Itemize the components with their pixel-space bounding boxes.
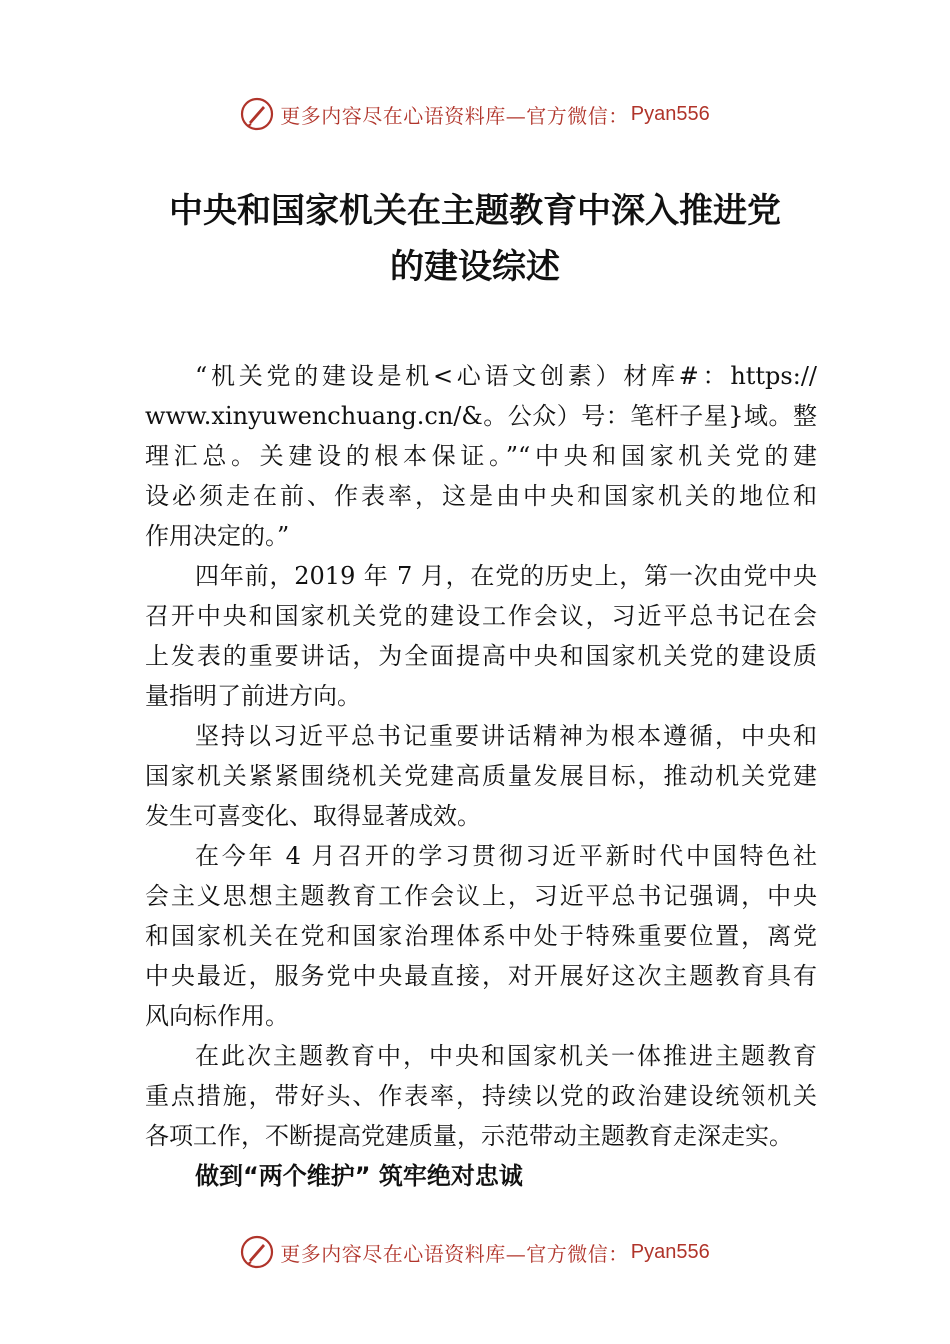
paragraph-line: 重点措施，带好头、作表率，持续以党的政治建设统领机关 xyxy=(145,1082,817,1110)
title-line: 中央和国家机关在主题教育中深入推进党 xyxy=(169,191,781,231)
feather-pen-icon xyxy=(240,97,274,131)
paragraph-line: 会主义思想主题教育工作会议上，习近平总书记强调，中央 xyxy=(145,882,817,910)
title-line: 的建设综述 xyxy=(390,247,560,287)
paragraph-line: 设必须走在前、作表率，这是由中央和国家机关的地位和 xyxy=(145,482,817,510)
paragraph-line: 量指明了前进方向。 xyxy=(145,682,361,710)
paragraph-line: 在今年 4 月召开的学习贯彻习近平新时代中国特色社 xyxy=(195,842,817,870)
section-heading: 做到“两个维护” 筑牢绝对忠诚 xyxy=(195,1162,523,1190)
header-banner xyxy=(0,94,950,134)
footer-banner xyxy=(0,1232,950,1272)
wechat-id: Pyan556 xyxy=(630,102,710,125)
paragraph-line: 上发表的重要讲话，为全面提高中央和国家机关党的建设质 xyxy=(145,642,817,670)
paragraph-line: 发生可喜变化、取得显著成效。 xyxy=(145,802,481,830)
paragraph-line: 召开中央和国家机关党的建设工作会议，习近平总书记在会 xyxy=(145,602,817,630)
banner-text: 更多内容尽在心语资料库—官方微信： xyxy=(280,103,629,128)
paragraph-line: 理汇总。关建设的根本保证。”“中央和国家机关党的建 xyxy=(145,442,817,470)
document-body xyxy=(145,356,817,1196)
paragraph-line: 各项工作，不断提高党建质量，示范带动主题教育走深走实。 xyxy=(145,1122,793,1150)
paragraph-line: 中央最近，服务党中央最直接，对开展好这次主题教育具有 xyxy=(145,962,817,990)
paragraph-line: “机关党的建设是机<心语文创素）材库#：https:// xyxy=(195,362,817,390)
banner-text: 更多内容尽在心语资料库—官方微信： xyxy=(280,1241,629,1266)
paragraph-line: 风向标作用。 xyxy=(145,1002,289,1030)
paragraph-line: 坚持以习近平总书记重要讲话精神为根本遵循，中央和 xyxy=(195,722,817,750)
feather-pen-icon xyxy=(240,1235,274,1269)
paragraph-line: 四年前，2019 年 7 月，在党的历史上，第一次由党中央 xyxy=(195,562,817,590)
wechat-id: Pyan556 xyxy=(630,1240,710,1263)
paragraph-line: 作用决定的。” xyxy=(145,522,290,550)
paragraph-line: 和国家机关在党和国家治理体系中处于特殊重要位置，离党 xyxy=(145,922,817,950)
document-title xyxy=(120,183,830,295)
paragraph-line: www.xinyuwenchuang.cn/&。公众）号：笔杆子星}域。整 xyxy=(145,402,817,430)
paragraph-line: 国家机关紧紧围绕机关党建高质量发展目标，推动机关党建 xyxy=(145,762,817,790)
paragraph-line: 在此次主题教育中，中央和国家机关一体推进主题教育 xyxy=(195,1042,817,1070)
